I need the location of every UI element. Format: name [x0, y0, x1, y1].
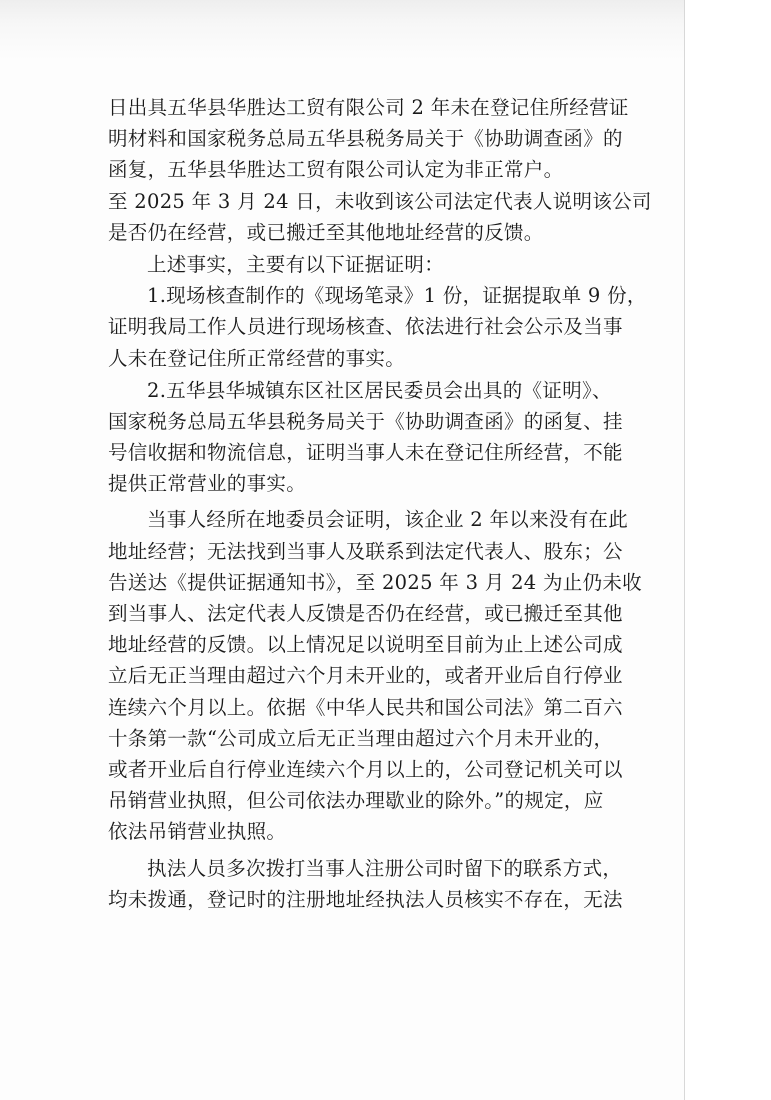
text-line: 是否仍在经营，或已搬迁至其他地址经营的反馈。 — [108, 220, 544, 244]
text-line: 1.现场核查制作的《现场笔录》1 份，证据提取单 9 份， — [147, 284, 647, 308]
text-line: 依法吊销营业执照。 — [108, 820, 287, 844]
text-line: 人未在登记住所正常经营的事实。 — [108, 346, 406, 370]
page-edge-line — [684, 0, 685, 1100]
document-body — [108, 92, 680, 915]
text-line: 地址经营；无法找到当事人及联系到法定代表人、股东；公 — [108, 539, 623, 563]
text-line: 日出具五华县华胜达工贸有限公司 2 年未在登记住所经营证 — [108, 96, 629, 119]
page-margin-right — [685, 0, 771, 1100]
text-line: 地址经营的反馈。以上情况足以说明至目前为止上述公司成 — [108, 633, 623, 657]
text-line: 2.五华县华城镇东区社区居民委员会出具的《证明》、 — [147, 378, 612, 402]
text-line: 至 2025 年 3 月 24 日，未收到该公司法定代表人说明该公司 — [108, 189, 652, 213]
text-line: 上述事实，主要有以下证据证明： — [147, 252, 445, 276]
text-line: 十条第一款“公司成立后无正当理由超过六个月未开业的， — [108, 726, 614, 750]
text-line: 均未拨通，登记时的注册地址经执法人员核实不存在，无法 — [108, 887, 623, 911]
text-line: 执法人员多次拨打当事人注册公司时留下的联系方式， — [147, 856, 623, 880]
scan-shadow — [0, 0, 771, 60]
text-line: 告送达《提供证据通知书》，至 2025 年 3 月 24 为止仍未收 — [108, 570, 642, 594]
text-line: 函复，五华县华胜达工贸有限公司认定为非正常户。 — [108, 158, 564, 182]
text-line: 提供正常营业的事实。 — [108, 472, 307, 496]
text-line: 到当事人、法定代表人反馈是否仍在经营，或已搬迁至其他 — [108, 602, 623, 625]
text-line: 或者开业后自行停业连续六个月以上的，公司登记机关可以 — [108, 757, 623, 781]
text-line: 立后无正当理由超过六个月未开业的，或者开业后自行停业 — [108, 664, 623, 688]
text-line: 号信收据和物流信息，证明当事人未在登记住所经营，不能 — [108, 441, 623, 465]
text-line: 吊销营业执照，但公司依法办理歇业的除外。”的规定，应 — [108, 789, 604, 813]
text-line: 国家税务总局五华县税务局关于《协助调查函》的函复、挂 — [108, 409, 623, 433]
text-line: 证明我局工作人员进行现场核查、依法进行社会公示及当事 — [108, 315, 623, 339]
text-line: 明材料和国家税务总局五华县税务局关于《协助调查函》的 — [108, 127, 623, 151]
text-line: 当事人经所在地委员会证明，该企业 2 年以来没有在此 — [147, 508, 629, 532]
text-line: 连续六个月以上。依据《中华人民共和国公司法》第二百六 — [108, 695, 623, 719]
